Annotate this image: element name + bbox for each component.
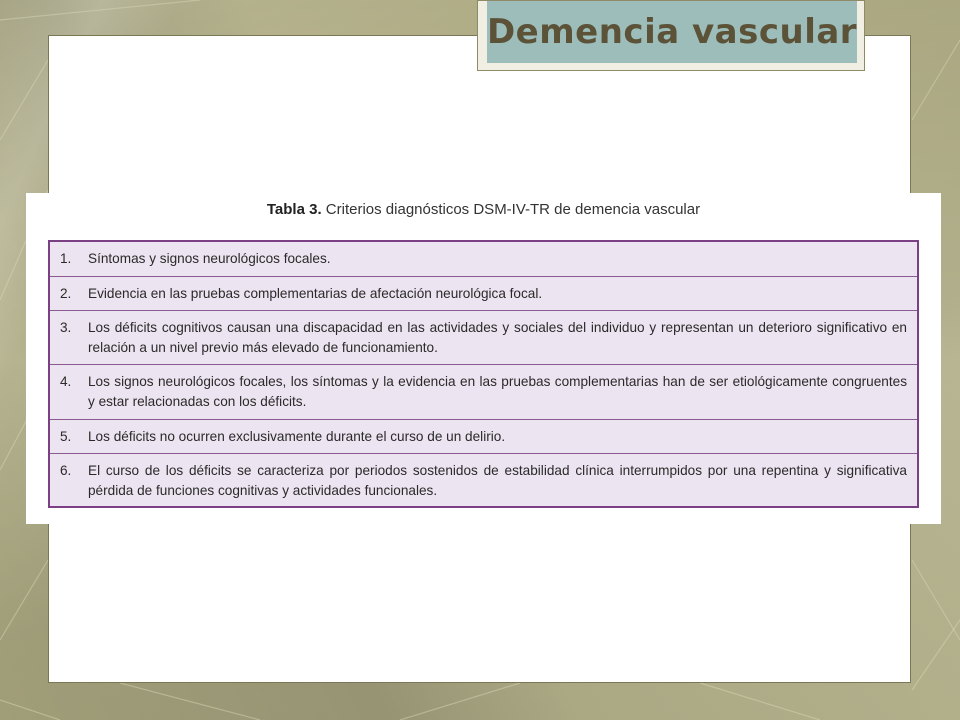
caption-label: Tabla 3.	[266, 201, 322, 218]
row-text: Síntomas y signos neurológicos focales.	[88, 251, 331, 266]
row-number: 3.	[60, 320, 72, 335]
table-row	[50, 453, 917, 506]
row-text: Los déficits no ocurren exclusivamente durante el curso de un delirio.	[88, 429, 506, 444]
row-text: El curso de los déficits se caracteriza por periodos sostenidos de estabilidad clínica interrumpidos por una repentina y significativa pérdida de funciones cognitivas y actividades funcionales.	[88, 463, 907, 498]
row-number: 4.	[60, 374, 72, 389]
row-number: 6.	[60, 463, 72, 478]
row-text: Los signos neurológicos focales, los síntomas y la evidencia en las pruebas complementarias han de ser etiológicamente congruentes y estar relacionadas con los déficits.	[88, 374, 907, 409]
table-row	[50, 419, 917, 453]
title-banner	[487, 1, 857, 63]
slide-title: Demencia vascular	[486, 12, 858, 52]
table-row	[50, 276, 917, 310]
row-number: 1.	[60, 251, 72, 266]
row-text: Los déficits cognitivos causan una discapacidad en las actividades y sociales del individuo y representan un deterioro significativo en relación a un nivel previo más elevado de funcionamiento.	[88, 320, 907, 355]
row-text: Evidencia en las pruebas complementarias de afectación neurológica focal.	[88, 286, 543, 301]
table-row	[50, 310, 917, 364]
row-number: 2.	[60, 286, 72, 301]
table-figure	[26, 193, 941, 524]
table-caption	[26, 201, 941, 218]
row-number: 5.	[60, 429, 72, 444]
table-row	[50, 364, 917, 419]
criteria-table	[48, 240, 919, 508]
caption-text: Criterios diagnósticos DSM-IV-TR de demencia vascular	[321, 201, 701, 218]
title-frame	[477, 0, 865, 71]
table-row	[50, 242, 917, 276]
